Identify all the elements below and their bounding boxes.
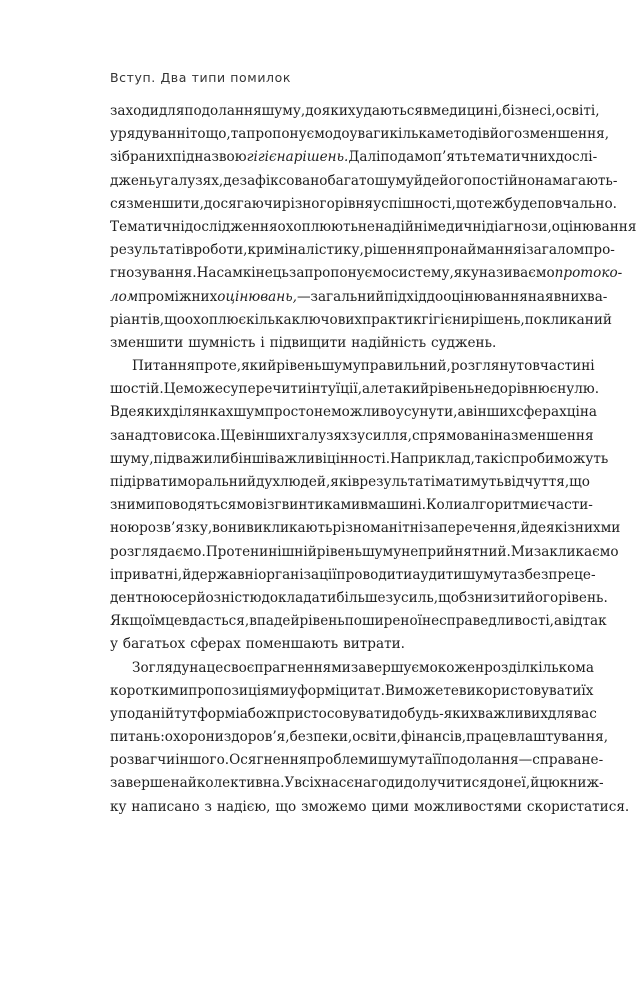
text-line: зібраних під назвою гігієна рішень. Далі подамо п’ять тематичних дослі- [110, 149, 598, 166]
text-line: джень у галузях, де зафіксовано багато шуму й де його постійно намагають- [110, 172, 618, 189]
text-line: шуму, підважили б інші важливі цінності. Наприклад, такі спроби можуть [110, 450, 609, 467]
text-line: завершена й колективна. У всіх нас є нагоди долучитися до неї, й цю книж- [110, 775, 604, 792]
text-line: ріантів, що охоплює кілька ключових практик гігієни рішень, покликаний [110, 311, 612, 328]
running-head: Вступ. Два типи помилок [110, 70, 292, 85]
text-line: ку написано з надією, що зможемо цими можливостями скористатися. [110, 798, 630, 815]
text-line: короткими пропозиціями у формі цитат. Ви можете використовувати їх [110, 682, 594, 699]
text-line: зменшити шумність і підвищити надійність суджень. [110, 334, 497, 351]
text-line: гнозування. Насамкінець запропонуємо систему, яку називаємо протоко- [110, 265, 623, 282]
text-line: лом проміжних оцінювань, — загальний підхід до оцінювання наявних ва- [110, 288, 608, 305]
text-line: занадто висока. Ще в інших галузях зусилля, спрямовані на зменшення [110, 427, 594, 444]
text-line: Тематичні дослідження охоплюють ненадійні медичні діагнози, оцінювання [110, 218, 637, 235]
text-line: Якщо їм це вдасться, впаде й рівень поширеної несправедливості, а відтак [110, 613, 607, 630]
text-line: З огляду на це своє прагнення ми завершуємо кожен розділ кількома [132, 659, 594, 676]
body-text [110, 100, 637, 819]
text-line: заходи для подолання шуму, до яких удаються в медицині, бізнесі, освіті, [110, 103, 600, 119]
text-line: шостій. Це може суперечити інтуїції, але такий рівень не дорівнює нулю. [110, 381, 600, 398]
text-line: результатів роботи, криміналістику, рішення про наймання і загалом про- [110, 242, 615, 259]
text-line: розглядаємо. Проте нинішній рівень шуму неприйнятний. Ми закликаємо [110, 543, 619, 560]
text-line: у багатьох сферах поменшають витрати. [110, 636, 406, 653]
text-line: Питання про те, який рівень шуму правильний, розглянуто в частині [132, 358, 595, 375]
text-line: питань: охорони здоров’я, безпеки, освіти, фінансів, працевлаштування, [110, 729, 609, 746]
text-line: урядуванні тощо, та пропонуємо до уваги кілька методів його зменшення, [110, 126, 610, 143]
text-line: дентною серйозністю докладати більше зусиль, щоб знизити його рівень. [110, 589, 608, 606]
text-line: розваг чи іншого. Осягнення проблеми шуму та її подолання — справа не- [110, 752, 604, 769]
text-line: підірвати моральний дух людей, які в результаті матимуть відчуття, що [110, 474, 590, 490]
text-line: В деяких ділянках шум просто неможливо усунути, а в інших сферах ціна [110, 404, 598, 421]
text-line: з ними поводяться мов із гвинтиками в машині. Коли алгоритми є части- [110, 497, 593, 514]
text-line: ною розв’язку, вони викликають різноманітні заперечення, й деякі з них ми [110, 520, 621, 537]
text-line: ся зменшити, досягаючи різного рівня успішності, що теж буде повчально. [110, 195, 617, 212]
text-line: і приватні, й державні організації проводити аудити шуму та з безпреце- [110, 566, 596, 583]
text-line: у поданій тут формі або ж пристосовувати до будь-яких важливих для вас [110, 705, 597, 722]
